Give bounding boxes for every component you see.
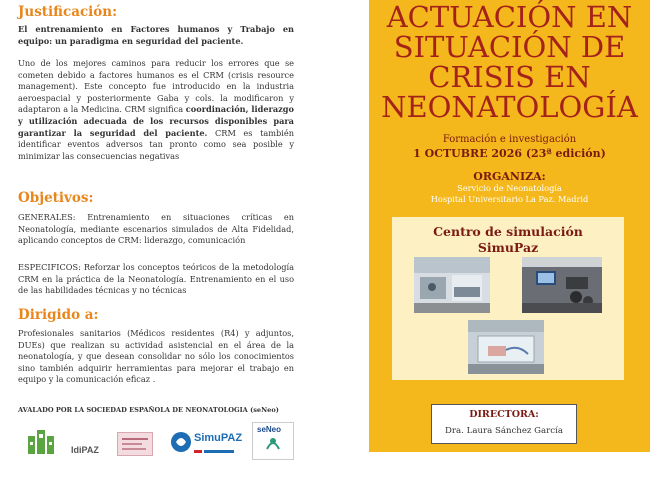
objetivos-heading: Objetivos: <box>18 190 94 206</box>
formacion-text: Formación e investigación <box>442 134 577 145</box>
course-date: 1 OCTUBRE 2026 (23ª edición) <box>413 147 606 160</box>
dirigido-body: Profesionales sanitarios (Médicos residentes (R4) y adjuntos, DUEs) que realizan su actividad asistencial en el área de la neonatología, y que desean consolidar no sólo los conocimientos sino también adquirir herramientas para mejorar el trabajo en equipo y la comunicación eficaz . <box>18 328 294 385</box>
organiza-line-1: Servicio de Neonatología <box>457 183 562 193</box>
course-title <box>369 2 650 122</box>
dirigido-heading: Dirigido a: <box>18 307 99 323</box>
directora-name: Dra. Laura Sánchez García <box>445 426 563 436</box>
directora-box <box>431 404 577 444</box>
justificacion-body <box>18 58 294 162</box>
simupaz-logo <box>170 428 243 456</box>
idipaz-logo <box>71 438 105 455</box>
title-line-1: ACTUACIÓN EN <box>386 0 633 34</box>
organiza-label: ORGANIZA: <box>473 170 546 183</box>
simulation-room-photo <box>414 257 490 313</box>
centro-line-1: Centro de simulación <box>433 224 583 239</box>
objetivos-generales: GENERALES: Entrenamiento en situaciones críticas en Neonatología, mediante escenarios simulados de Alta Fidelidad, aplicando conceptos de CRM: liderazgo, comunicación <box>18 212 294 246</box>
objetivos-especificos: ESPECIFICOS: Reforzar los conceptos teóricos de la metodología CRM en la práctica de la Neonatología. Entrenamiento en el uso de las habilidades técnicas y no técnicas <box>18 262 294 296</box>
seneo-logo-text: seNeo <box>257 425 282 434</box>
justificacion-heading: Justificación: <box>18 4 118 20</box>
idipaz-logo-text: IdiPAZ <box>71 445 99 455</box>
incubator-photo <box>468 320 544 374</box>
avalado-text: AVALADO POR LA SOCIEDAD ESPAÑOLA DE NEONATOLOGIA (seNeo) <box>18 406 279 414</box>
centro-line-2: SimuPaz <box>477 240 539 255</box>
justificacion-body-bold: coordinación, liderazgo y utilización adecuada de los recursos disponibles para garantizar la seguridad del paciente. <box>18 104 294 138</box>
directora-label: DIRECTORA: <box>469 409 539 420</box>
logos-row <box>26 422 294 458</box>
title-line-3: CRISIS EN <box>428 60 591 94</box>
control-room-photo <box>522 257 602 313</box>
right-panel <box>369 0 650 452</box>
title-line-2: SITUACIÓN DE <box>393 30 626 64</box>
organiza-line-2: Hospital Universitario La Paz. Madrid <box>430 194 589 204</box>
simulation-center-box <box>392 217 624 380</box>
hospital-logo <box>28 430 54 454</box>
simupaz-logo-text: SimuPAZ <box>194 432 243 444</box>
justificacion-body-before: Uno de los mejores caminos para reducir los errores que se cometen debido a factores humanos es el CRM (crisis resource management). Este concepto fue introducido en la industria aeroespacial y posteriormente Gaba y cols. la modificaron y adaptaron a la Medicina. CRM significa <box>18 58 294 115</box>
justificacion-body-after: CRM es también identificar eventos adversos tan pronto como sea posible y minimizar las consecuencias negativas <box>18 127 294 161</box>
title-line-4: NEONATOLOGÍA <box>381 90 638 124</box>
seneo-logo <box>252 422 294 460</box>
justificacion-intro: El entrenamiento en Factores humanos y Trabajo en equipo: un paradigma en seguridad del paciente. <box>18 24 294 46</box>
pink-card-logo <box>117 432 153 456</box>
